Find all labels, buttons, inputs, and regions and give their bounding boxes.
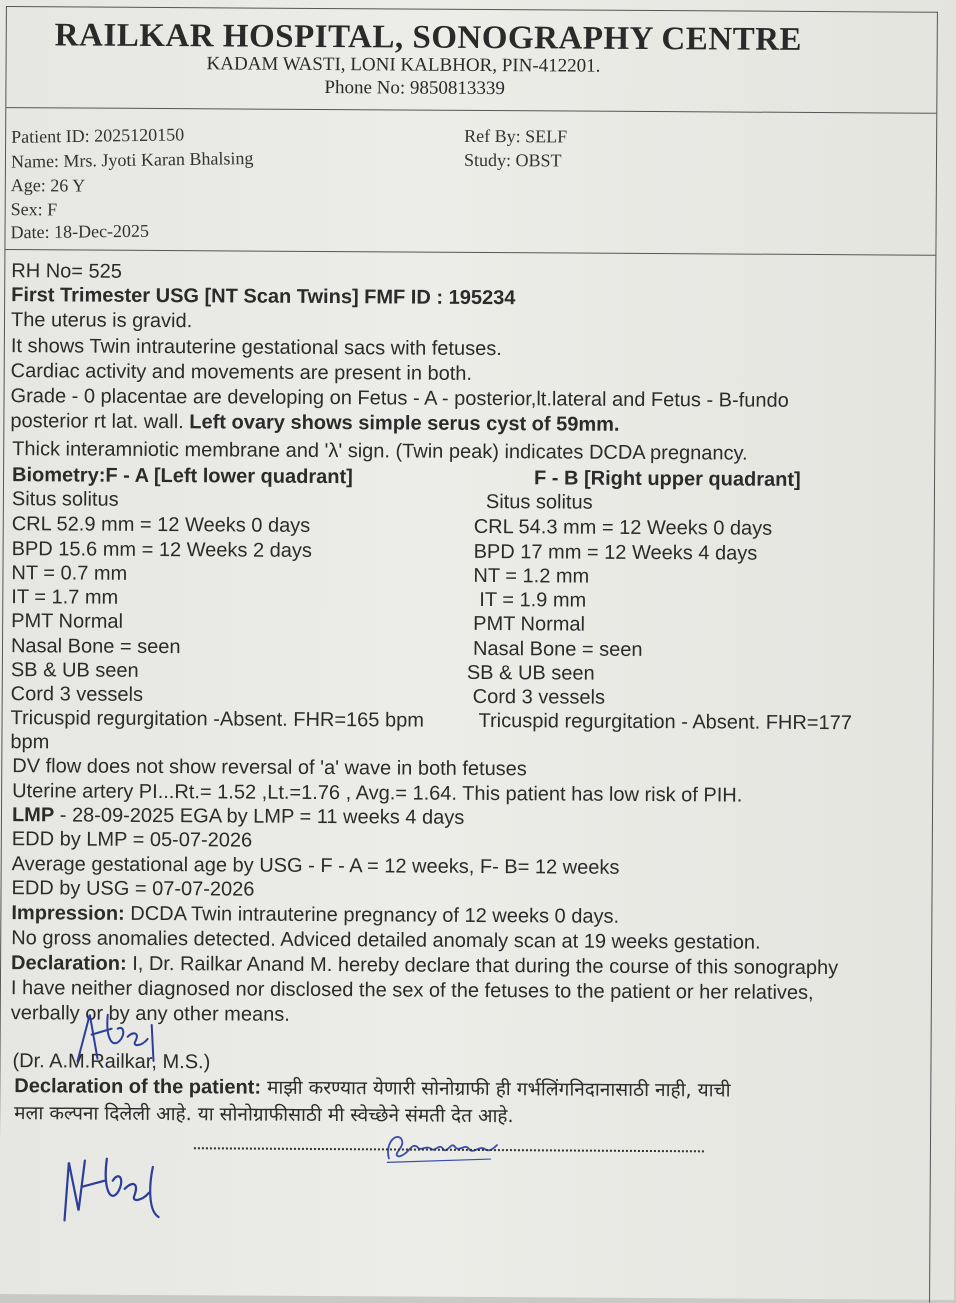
report-frame — [0, 6, 938, 1303]
fetus-b-item: IT = 1.9 mm — [479, 588, 587, 612]
patient-signature — [381, 1124, 501, 1165]
study-type: Study: OBST — [463, 149, 562, 171]
patient-name: Name: Mrs. Jyoti Karan Bhalsing — [10, 148, 254, 172]
patient-declaration-text: माझी करण्यात येणारी सोनोग्राफी ही गर्भलिंगनिदानासाठी नाही, याची — [260, 1076, 731, 1102]
fetus-a-item: BPD 15.6 mm = 12 Weeks 2 days — [11, 538, 312, 562]
fetus-b-item: Nasal Bone = seen — [472, 637, 643, 661]
patient-sex: Sex: F — [10, 199, 58, 220]
uterine-artery-line: Uterine artery PI...Rt.= 1.52 ,Lt.=1.76 , Avg.= 1.64. This patient has low risk of PIH. — [12, 780, 743, 807]
fetus-b-item: CRL 54.3 mm = 12 Weeks 0 days — [473, 515, 773, 540]
lmp-label: LMP — [11, 804, 55, 827]
avg-ga-line: Average gestational age by USG - F - A = 12 weeks, F- B= 12 weeks — [11, 853, 620, 879]
dv-flow-line: DV flow does not show reversal of 'a' wave in both fetuses — [12, 755, 527, 781]
fetus-a-item: CRL 52.9 mm = 12 Weeks 0 days — [11, 513, 311, 537]
ref-by: Ref By: SELF — [464, 125, 568, 147]
fetus-a-item: Cord 3 vessels — [10, 683, 144, 706]
ovary-cyst-finding: Left ovary shows simple serus cyst of 59mm. — [189, 411, 620, 436]
patient-info — [5, 107, 936, 256]
declaration-line — [11, 951, 838, 980]
declaration-line-2: I have neither diagnosed nor disclosed the sex of the fetuses to the patient or her relatives, — [10, 977, 814, 1005]
membrane-line: Thick interamniotic membrane and 'λ' sign. (Twin peak) indicates DCDA pregnancy. — [12, 438, 748, 465]
lmp-line — [12, 803, 464, 830]
hospital-name: RAILKAR HOSPITAL, SONOGRAPHY CENTRE — [54, 17, 803, 58]
placenta-continuation: posterior rt lat. wall. — [10, 410, 190, 434]
fetus-b-item: BPD 17 mm = 12 Weeks 4 days — [473, 540, 758, 565]
finding-line: The uterus is gravid. — [10, 309, 193, 333]
report-body — [5, 259, 935, 1128]
declaration-label: Declaration: — [11, 952, 127, 975]
fetus-a-item: Tricuspid regurgitation -Absent. FHR=165 bpm — [10, 707, 424, 732]
patient-declaration-line-2: मला कल्पना दिलेली आहे. या सोनोग्राफीसाठी मी स्वेच्छेने संमती देत आहे. — [14, 1102, 514, 1128]
report-title: First Trimester USG [NT Scan Twins] FMF ID : 195234 — [11, 284, 516, 310]
doctor-signature-top — [67, 1006, 167, 1073]
hospital-address: KADAM WASTI, LONI KALBHOR, PIN-412201. — [206, 53, 601, 77]
impression-value: DCDA Twin intrauterine pregnancy of 12 weeks 0 days. — [124, 902, 620, 928]
fetus-a-item: IT = 1.7 mm — [11, 586, 119, 609]
patient-age: Age: 26 Y — [10, 175, 86, 196]
fetus-a-item: Nasal Bone = seen — [10, 635, 181, 659]
lmp-value: - 28-09-2025 EGA by LMP = 11 weeks 4 days — [54, 804, 465, 829]
finding-line: Grade - 0 placentae are developing on Fetus - A - posterior,lt.lateral and Fetus - B-fundo — [10, 385, 789, 412]
biometry-a-heading: Biometry:F - A [Left lower quadrant] — [11, 464, 353, 489]
declaration-text: I, Dr. Railkar Anand M. hereby declare that during the course of this sonography — [126, 952, 839, 980]
rh-number: RH No= 525 — [11, 260, 122, 283]
patient-declaration-line — [14, 1074, 730, 1102]
hospital-header — [6, 7, 937, 114]
fetus-a-item: Situs solitus — [11, 488, 119, 511]
fetus-b-item: PMT Normal — [473, 612, 586, 636]
hospital-phone: Phone No: 9850813339 — [324, 77, 505, 100]
finding-line: Cardiac activity and movements are present in both. — [10, 360, 473, 385]
fetus-a-item: PMT Normal — [11, 610, 124, 633]
doctor-name: (Dr. A.M.Railkar, M.S.) — [12, 1050, 211, 1074]
patient-declaration-label: Declaration of the patient: — [14, 1075, 262, 1099]
fetus-a-item: NT = 0.7 mm — [11, 562, 128, 585]
patient-id: Patient ID: 2025120150 — [10, 124, 185, 147]
doctor-signature-bottom — [54, 1140, 165, 1227]
edd-usg-line: EDD by USG = 07-07-2026 — [11, 877, 255, 901]
fetus-b-item: NT = 1.2 mm — [473, 564, 590, 588]
impression-label: Impression: — [11, 902, 125, 925]
fetus-a-item: SB & UB seen — [10, 659, 139, 682]
report-date: Date: 18-Dec-2025 — [10, 220, 150, 243]
declaration-line-3: verbally or by any other means. — [10, 1002, 290, 1026]
fetus-b-item: SB & UB seen — [466, 661, 595, 685]
edd-lmp-line: EDD by LMP = 05-07-2026 — [11, 828, 253, 852]
finding-line: It shows Twin intrauterine gestational sacs with fetuses. — [10, 335, 502, 361]
fetus-b-item: Situs solitus — [485, 491, 593, 514]
no-anomalies-line: No gross anomalies detected. Adviced detailed anomaly scan at 19 weeks gestation. — [11, 927, 761, 954]
fetus-b-item: Cord 3 vessels — [472, 685, 606, 709]
fetus-b-item: Tricuspid regurgitation - Absent. FHR=177 — [478, 709, 852, 735]
ovary-line — [10, 409, 619, 437]
impression-line — [11, 901, 619, 929]
biometry-b-heading: F - B [Right upper quadrant] — [533, 467, 801, 491]
bpm-wrap: bpm — [10, 731, 50, 754]
